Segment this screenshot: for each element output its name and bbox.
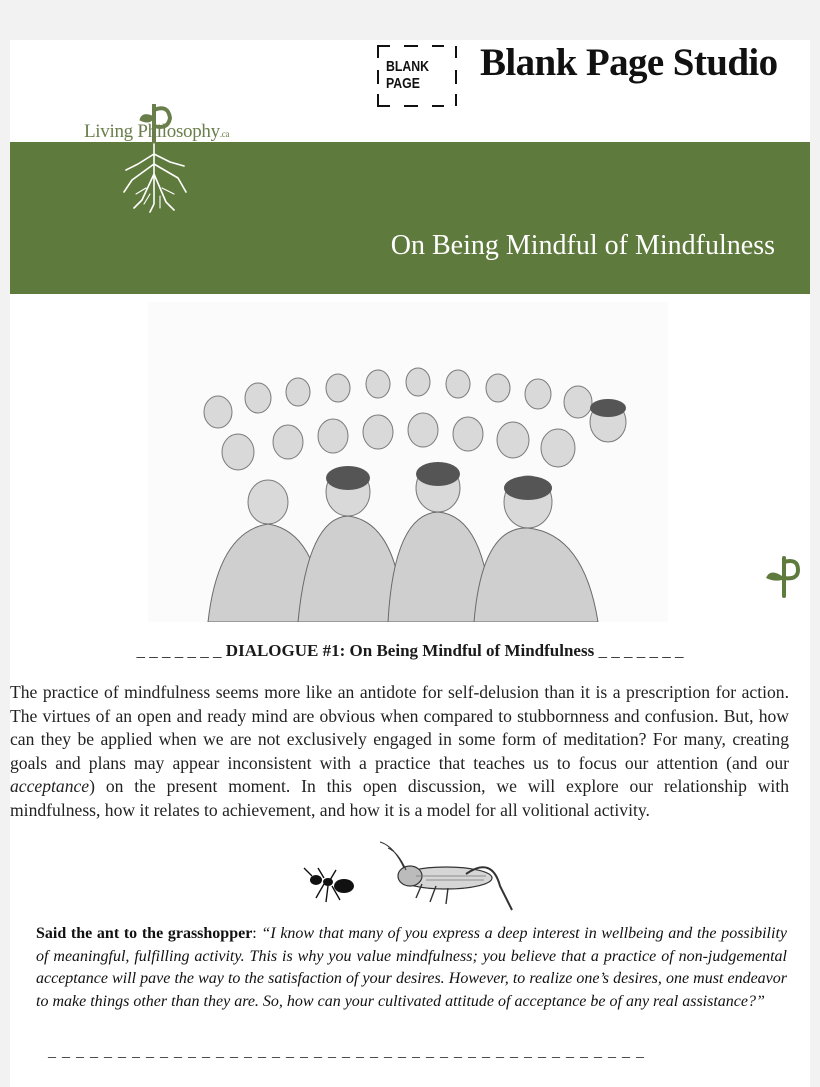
blank-page-logo-icon [374,44,458,108]
intro-emphasis: acceptance [10,776,90,797]
intro-text-part2: ) on the present moment. In this open discussion, we will explore our relationship with mindfulness, how it relates to achievement, and how it is a model for all volitional activity. [10,776,789,820]
heading-dashes-right: _ _ _ _ _ _ _ [598,641,684,660]
studio-logo-text: BLANK PAGE [386,58,430,92]
quote-text: “I know that many of you express a deep interest in wellbeing and the possibility of meaningful, fulfilling activity. This is why you value mindfulness; you believe that a practice of non-judgemental acceptance will pave the way to the satisfaction of your desires. However, to realize one’s desires, one must endeavor to make things other than they are. So, how can your cultivated attitude of acceptance be of any real assistance?” [36,925,787,1010]
page [10,40,810,1087]
bottom-dashed-rule: _ _ _ _ _ _ _ _ _ _ _ _ _ _ _ _ _ _ _ _ _ _ _ _ _ _ _ _ _ _ _ _ _ _ _ _ _ _ _ _ _ _ _ [48,1043,645,1060]
philosophy-p-icon [758,552,804,600]
grasshopper-icon [376,840,516,918]
dialogue-heading [10,641,810,661]
quote-speaker: Said the ant to the grasshopper [36,925,253,942]
dialogue-title: DIALOGUE #1: On Being Mindful of Mindfulness [225,641,595,660]
page-title: On Being Mindful of Mindfulness [390,230,775,261]
crowd-sketch-illustration [148,302,668,622]
living-philosophy-logo [84,104,284,224]
wordmark-main: Living Philosophy [84,121,220,142]
wordmark-suffix: .ca [219,129,230,139]
ant-icon [300,858,366,908]
intro-text-part1: The practice of mindfulness seems more like an antidote for self-delusion than it is a prescription for action. The virtues of an open and ready mind are obvious when compared to stubbornness and confusion. But, how can they be applied when we are not exclusively engaged in some form of meditation? For many, creating goals and plans may appear inconsistent with a practice that teaches us to focus our attention (and our [10,682,789,773]
heading-dashes-left: _ _ _ _ _ _ _ [136,641,222,660]
intro-paragraph [10,681,789,823]
living-philosophy-wordmark [84,121,229,143]
studio-name: Blank Page Studio [480,41,778,84]
ant-and-grasshopper-illustration [296,840,516,920]
ant-grasshopper-quote [36,923,787,1013]
quote-separator: : [252,925,262,942]
